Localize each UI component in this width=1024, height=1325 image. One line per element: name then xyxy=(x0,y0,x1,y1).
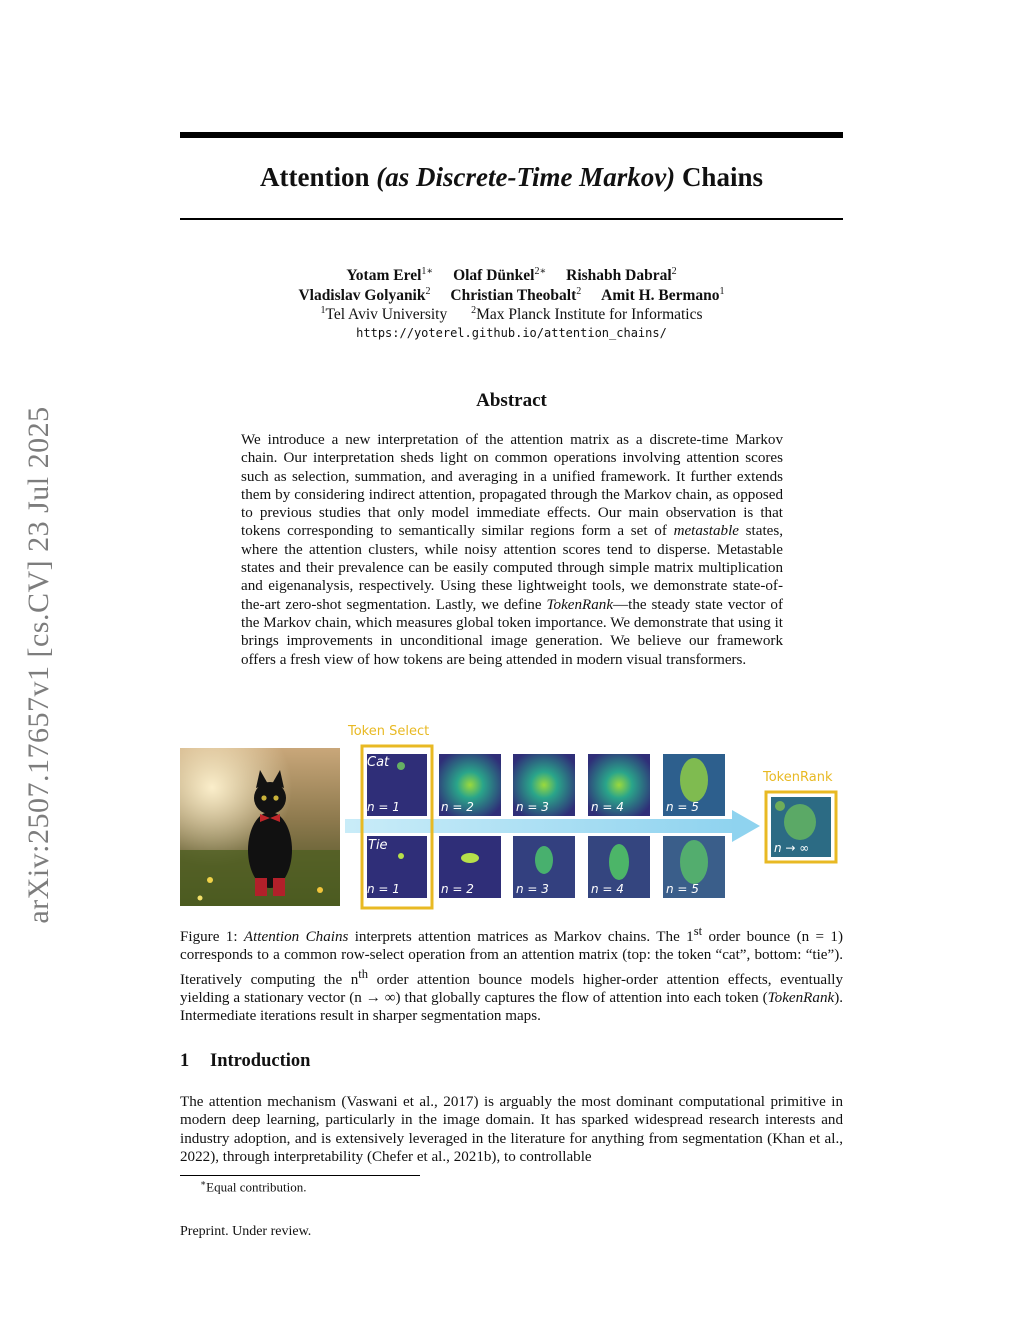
figure-1 xyxy=(180,740,843,912)
abstract-body: We introduce a new interpretation of the attention matrix as a discrete-time Markov chain. Our interpretation sheds light on common operations involving attention scores such as selection, summation, and averaging in a unified framework. It further extends them by considering indirect attention, propagated through the Markov chain, as opposed to previous studies that only model immediate effects. Our main observation is that tokens corresponding to semantically similar regions form a set of metastable states, where the attention clusters, while noisy attention scores tend to disperse. Metastable states and their prevalence can be easily computed through simple matrix multiplication and eigenanalysis, respectively. Using these lightweight tools, we demonstrate state-of-the-art zero-shot segmentation. Lastly, we define TokenRank—the steady state vector of the Markov chain, which measures global token importance. We demonstrate that using it brings improvements in unconditional image generation. We believe our framework offers a fresh view of how tokens are being attended in modern visual transformers. xyxy=(241,432,783,668)
figure-caption: Figure 1: Attention Chains interprets attention matrices as Markov chains. The 1st order bounce (n = 1) corresponds to a common row-select operation from an attention matrix (top: the token “cat”, bottom: “tie”). Iteratively computing the $n^{th}$ order attention bounce models higher-order attention effects, eventually yielding a stationary vector (n → ∞) that globally captures the flow of attention into each token (TokenRank). Intermediate iterations result in sharper segmentation maps. xyxy=(180,924,844,1025)
cat-photo xyxy=(180,748,340,906)
flow-arrow-head xyxy=(732,810,760,842)
title-italic: (as Discrete-Time Markov) xyxy=(376,162,676,192)
flow-arrow-shaft xyxy=(345,819,735,833)
n-label: n = 3 xyxy=(516,882,549,896)
author-row-1 xyxy=(180,266,843,285)
affiliation: $^1$Tel Aviv University xyxy=(320,305,448,324)
footer-note: Preprint. Under review. xyxy=(180,1224,312,1239)
title-part2: Chains xyxy=(675,162,763,192)
abstract-heading: Abstract xyxy=(476,390,547,411)
author: Christian Theobalt$^2$ xyxy=(450,286,582,305)
n-label: n = 5 xyxy=(666,800,699,814)
token-cat-label: Cat xyxy=(367,755,390,770)
paper-title xyxy=(180,162,843,193)
token-tie-label: Tie xyxy=(368,838,388,853)
n-label: n = 1 xyxy=(367,800,400,814)
section-heading: 1 Introduction xyxy=(180,1051,311,1071)
project-url[interactable]: https://yoterel.github.io/attention_chains/ xyxy=(356,326,667,340)
n-label: n = 5 xyxy=(666,882,699,896)
n-label: n = 3 xyxy=(516,800,549,814)
arxiv-id: arXiv:2507.17657v1 [cs.CV] 23 Jul 2025 xyxy=(22,406,55,924)
author: Vladislav Golyanik$^2$ xyxy=(298,286,431,305)
tokenrank-label: TokenRank xyxy=(763,770,833,785)
author: Amit H. Bermano$^1$ xyxy=(601,286,725,305)
n-infinity-label: n → ∞ xyxy=(774,841,810,855)
affiliations xyxy=(180,305,843,324)
title-bottom-rule xyxy=(180,218,843,220)
footnote-rule xyxy=(180,1175,420,1176)
footnote: ∗Equal contribution. xyxy=(200,1178,307,1195)
n-label: n = 2 xyxy=(441,882,474,896)
author-row-2 xyxy=(180,286,843,305)
n-label: n = 4 xyxy=(591,882,624,896)
title-top-rule xyxy=(180,132,843,138)
author: Olaf Dünkel$^{2∗}$ xyxy=(453,266,547,285)
n-label: n = 2 xyxy=(441,800,474,814)
arxiv-sidebar xyxy=(14,380,64,950)
title-part1: Attention xyxy=(260,162,377,192)
author: Yotam Erel$^{1∗}$ xyxy=(346,266,434,285)
n-label: n = 1 xyxy=(367,882,400,896)
token-select-label: Token Select xyxy=(348,724,430,739)
n-label: n = 4 xyxy=(591,800,624,814)
author: Rishabh Dabral$^2$ xyxy=(566,266,677,285)
affiliation: $^2$Max Planck Institute for Informatics xyxy=(471,305,703,324)
intro-text: The attention mechanism (Vaswani et al., 2017) is arguably the most dominant computational primitive in modern deep learning, particularly in the image domain. It has sparked widespread research interests and industry adoption, and is extensively leveraged in the literature for anything from segmentation (Khan et al., 2022), through interpretability (Chefer et al., 2021b), to controllable xyxy=(180,1094,843,1165)
